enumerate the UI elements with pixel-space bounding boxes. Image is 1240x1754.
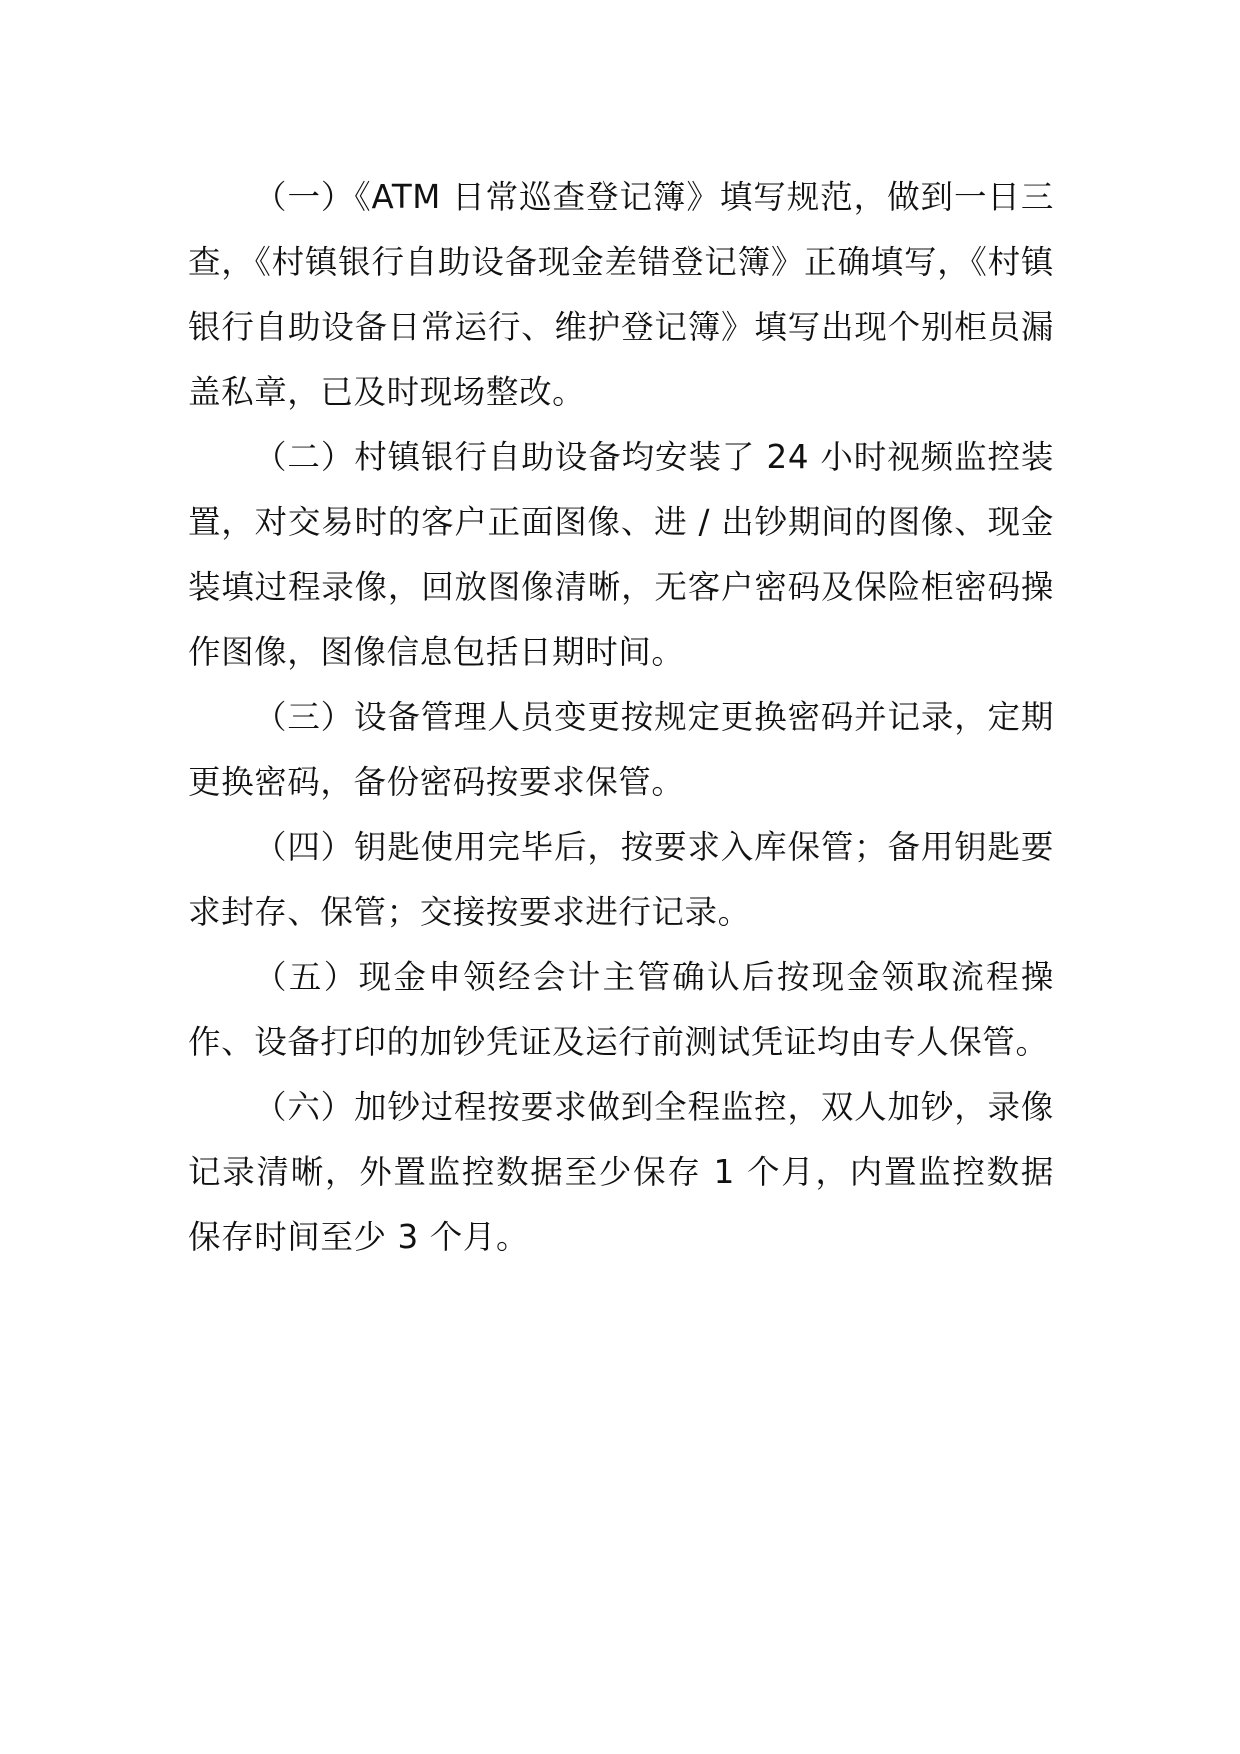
document-body	[188, 165, 1054, 1270]
paragraph-4: （四）钥匙使用完毕后，按要求入库保管；备用钥匙要求封存、保管；交接按要求进行记录。	[188, 828, 1054, 931]
paragraph-3: （三）设备管理人员变更按规定更换密码并记录，定期更换密码，备份密码按要求保管。	[188, 698, 1054, 801]
paragraph-1: （一）《ATM 日常巡查登记簿》填写规范，做到一日三查，《村镇银行自助设备现金差错登记簿》正确填写，《村镇银行自助设备日常运行、维护登记簿》填写出现个别柜员漏盖私章，已及时现场整改。	[188, 178, 1054, 411]
paragraph-6: （六）加钞过程按要求做到全程监控，双人加钞，录像记录清晰，外置监控数据至少保存 1 个月，内置监控数据保存时间至少 3 个月。	[188, 1088, 1054, 1256]
paragraph-2: （二）村镇银行自助设备均安装了 24 小时视频监控装置，对交易时的客户正面图像、进 / 出钞期间的图像、现金装填过程录像，回放图像清晰，无客户密码及保险柜密码操作图像，图像信息包括日期时间。	[188, 438, 1054, 671]
paragraph-5: （五）现金申领经会计主管确认后按现金领取流程操作、设备打印的加钞凭证及运行前测试凭证均由专人保管。	[188, 958, 1054, 1061]
